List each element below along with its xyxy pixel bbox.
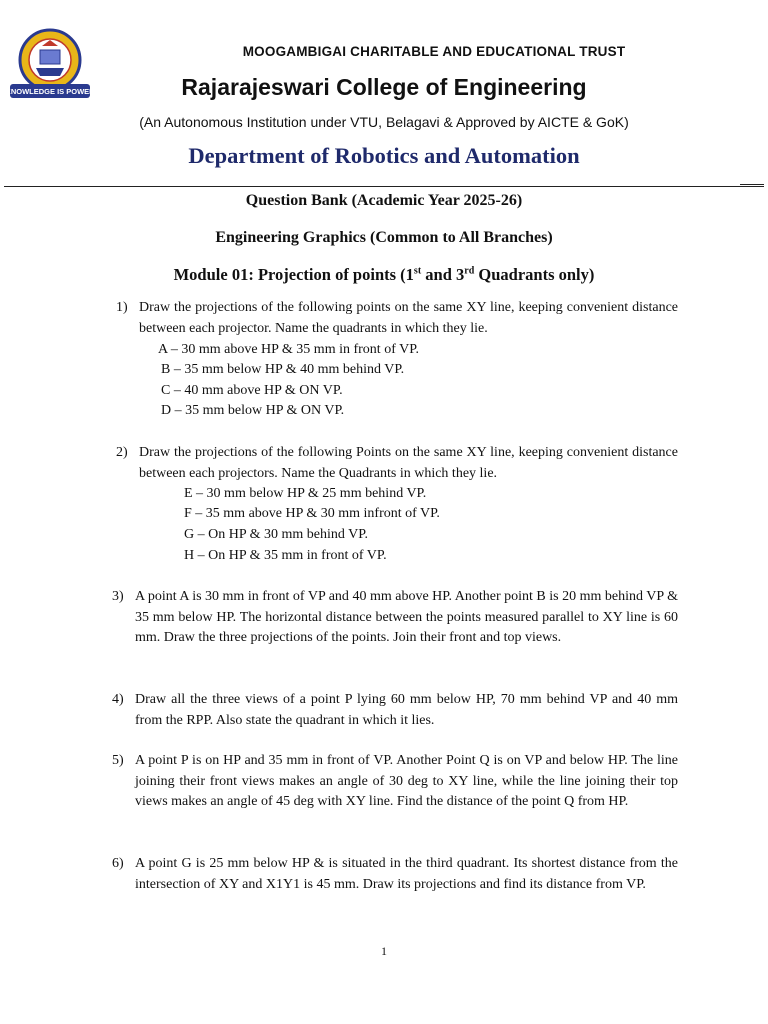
- trust-name: MOOGAMBIGAI CHARITABLE AND EDUCATIONAL TRUST: [242, 44, 626, 59]
- subject-title: Engineering Graphics (Common to All Branches): [215, 229, 553, 246]
- page-number: 1: [381, 944, 387, 958]
- list-item: G – On HP & 30 mm behind VP.: [184, 527, 368, 542]
- question-number: 3): [112, 589, 124, 604]
- question-number: 4): [112, 692, 124, 707]
- question-text: A point P is on HP and 35 mm in front of VP. Another Point Q is on VP and below HP. The line joining their front views makes an angle of 30 deg to XY line, while the line joining their top views makes an angle of 45 deg with XY line. Find the distance of the point Q from HP.: [135, 753, 678, 810]
- college-name: Rajarajeswari College of Engineering: [181, 74, 587, 100]
- list-item: D – 35 mm below HP & ON VP.: [161, 403, 345, 418]
- question-number: 6): [112, 856, 124, 871]
- question-number: 2): [116, 445, 128, 460]
- question-3: [112, 587, 678, 649]
- question-text: A point A is 30 mm in front of VP and 40 mm above HP. Another point B is 20 mm behind VP & 35 mm below HP. The horizontal distance between the points measured parallel to XY line is 60 mm. Draw the three projections of the points. Join their front and top views.: [135, 589, 678, 646]
- question-text: Draw the projections of the following Points on the same XY line, keeping convenient distance between each projectors. Name the Quadrants in which they lie.: [139, 445, 678, 481]
- question-5: [112, 751, 678, 813]
- logo-motto: KNOWLEDGE IS POWER: [8, 87, 92, 96]
- list-item: E – 30 mm below HP & 25 mm behind VP.: [184, 486, 427, 501]
- question-text: Draw the projections of the following points on the same XY line, keeping convenient distance between each projector. Name the quadrants in which they lie.: [139, 300, 678, 336]
- question-4: [112, 690, 678, 731]
- list-item: F – 35 mm above HP & 30 mm infront of VP.: [184, 506, 440, 521]
- header-divider: [4, 186, 764, 187]
- question-text: A point G is 25 mm below HP & is situated in the third quadrant. Its shortest distance from the intersection of XY and X1Y1 is 45 mm. Draw its projections and find its distance from VP.: [135, 856, 678, 892]
- list-item: C – 40 mm above HP & ON VP.: [161, 383, 343, 398]
- question-number: 5): [112, 753, 124, 768]
- list-item: B – 35 mm below HP & 40 mm behind VP.: [161, 362, 405, 377]
- question-number: 1): [116, 300, 128, 315]
- affiliation-line: (An Autonomous Institution under VTU, Belagavi & Approved by AICTE & GoK): [139, 114, 629, 130]
- module-title: Module 01: Projection of points (1st and 3rd Quadrants only): [173, 265, 595, 284]
- question-text: Draw all the three views of a point P lying 60 mm below HP, 70 mm behind VP and 40 mm from the RPP. Also state the quadrant in which it lies.: [135, 692, 678, 728]
- department-name: Department of Robotics and Automation: [188, 143, 580, 168]
- question-6: [112, 854, 678, 895]
- question-bank-title: Question Bank (Academic Year 2025-26): [245, 192, 523, 209]
- header-divider-accent: [740, 184, 764, 185]
- question-1: [116, 298, 678, 339]
- list-item: A – 30 mm above HP & 35 mm in front of VP.: [158, 342, 419, 357]
- list-item: H – On HP & 35 mm in front of VP.: [184, 548, 387, 563]
- question-2: [116, 443, 678, 484]
